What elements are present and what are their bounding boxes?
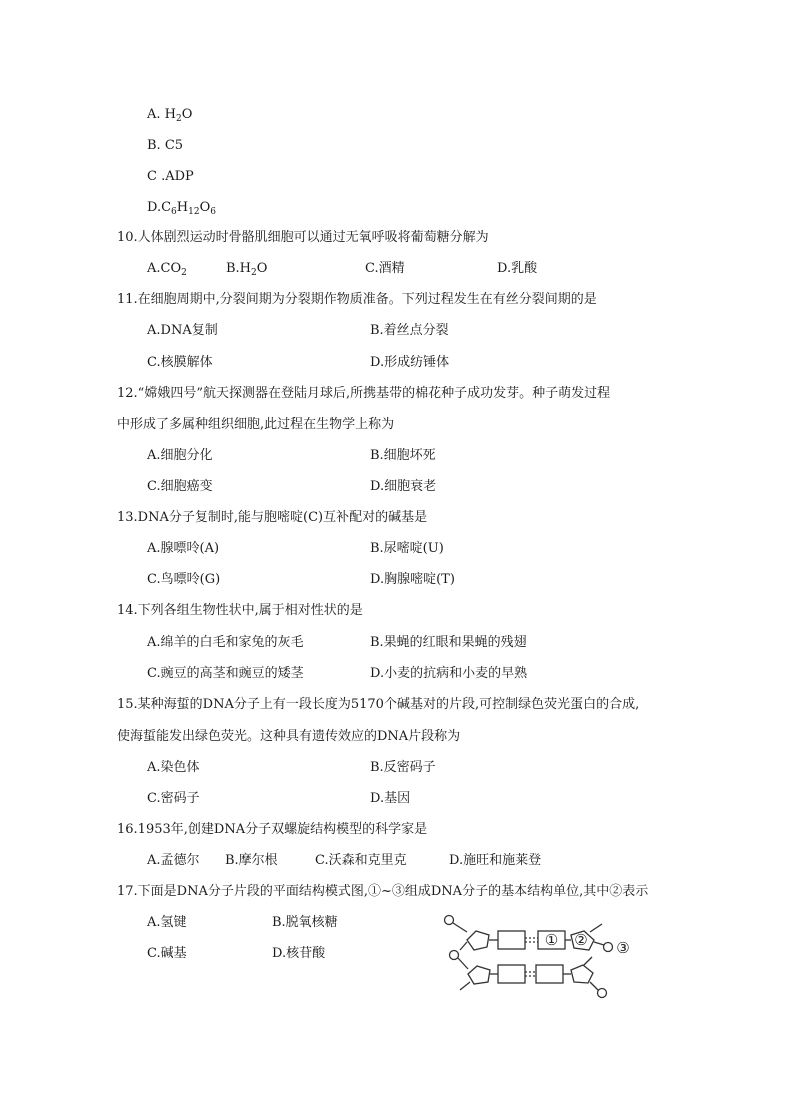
q16-option-c: C.沃森和克里克	[315, 853, 407, 868]
dna-fragment-diagram	[440, 912, 645, 1000]
base-box	[536, 965, 563, 983]
q13-option-b: B.尿嘧啶(U)	[370, 541, 444, 556]
question-15-stem-line1: 15.某种海蜇的DNA分子上有一段长度为5170个碱基对的片段,可控制绿色荧光蛋白的合成,	[117, 697, 640, 712]
label-3: ③	[616, 939, 630, 957]
q11-option-d: D.形成纺锤体	[370, 355, 450, 370]
phosphate-circle	[598, 989, 607, 998]
q10-option-a: $A.CO_2$	[147, 261, 187, 278]
deoxyribose-pentagon	[571, 965, 593, 983]
question-16-stem: 16.1953年,创建DNA分子双螺旋结构模型的科学家是	[117, 822, 428, 837]
phosphate-circle	[450, 951, 459, 960]
question-15-stem-line2: 使海蜇能发出绿色荧光。这种具有遗传效应的DNA片段称为	[117, 729, 461, 744]
q16-option-b: B.摩尔根	[225, 853, 278, 868]
q14-option-d: D.小麦的抗病和小麦的早熟	[370, 666, 528, 681]
option-c: C .ADP	[147, 169, 194, 184]
q12-option-b: B.细胞坏死	[370, 448, 436, 463]
bond-line	[584, 957, 592, 965]
bond-line	[590, 982, 598, 990]
q11-option-a: A.DNA复制	[147, 323, 218, 338]
bond-line	[594, 942, 604, 945]
question-12-stem-line2: 中形成了多属种组织细胞,此过程在生物学上称为	[117, 417, 395, 432]
q15-option-c: C.密码子	[147, 791, 200, 806]
q11-option-b: B.着丝点分裂	[370, 323, 449, 338]
q10-option-c: C.酒精	[365, 261, 405, 276]
q15-option-d: D.基因	[370, 791, 411, 806]
bond-line	[460, 982, 470, 990]
q16-option-a: A.孟德尔	[147, 853, 200, 868]
q10-option-b: $B.H_2O$	[226, 261, 268, 278]
question-13-stem: 13.DNA分子复制时,能与胞嘧啶(C)互补配对的碱基是	[117, 510, 428, 525]
q13-option-c: C.鸟嘌呤(G)	[147, 572, 221, 587]
bond-line	[590, 924, 602, 932]
question-11-stem: 11.在细胞周期中,分裂间期为分裂期作物质准备。下列过程发生在有丝分裂间期的是	[117, 292, 597, 307]
question-14-stem: 14.下列各组生物性状中,属于相对性状的是	[117, 603, 363, 618]
q16-option-d: D.施旺和施莱登	[449, 853, 542, 868]
deoxyribose-pentagon	[468, 966, 490, 984]
q17-option-b: B.脱氧核糖	[272, 915, 338, 930]
question-12-stem-line1: 12.“嫦娥四号”航天探测器在登陆月球后,所携基带的棉花种子成功发芽。种子萌发过程	[117, 386, 611, 401]
option-b: B. C5	[147, 138, 184, 153]
q17-option-c: C.碱基	[147, 946, 187, 961]
q12-option-d: D.细胞衰老	[370, 479, 437, 494]
q15-option-a: A.染色体	[147, 760, 200, 775]
q11-option-c: C.核膜解体	[147, 355, 213, 370]
bond-line	[458, 958, 468, 969]
q10-option-d: D.乳酸	[497, 261, 538, 276]
label-1: ①	[544, 931, 559, 949]
bond-line	[453, 923, 467, 932]
q14-option-a: A.绵羊的白毛和家兔的灰毛	[147, 635, 304, 650]
base-box	[498, 931, 525, 949]
question-17-stem: 17.下面是DNA分子片段的平面结构模式图,①~③组成DNA分子的基本结构单位,其中②表示	[117, 884, 649, 899]
q14-option-b: B.果蝇的红眼和果蝇的残翅	[370, 635, 527, 650]
option-d: $D.C_6H_{12}O_6$	[147, 200, 216, 217]
phosphate-circle	[445, 916, 454, 925]
q14-option-c: C.豌豆的高茎和豌豆的矮茎	[147, 666, 304, 681]
q17-option-a: A.氢键	[147, 915, 187, 930]
q12-option-c: C.细胞癌变	[147, 479, 213, 494]
base-box	[498, 965, 525, 983]
bottom-strand	[458, 957, 607, 998]
q12-option-a: A.细胞分化	[147, 448, 213, 463]
option-a: A. $H_2O$	[147, 107, 193, 124]
q13-option-d: D.胸腺嘧啶(T)	[370, 572, 455, 587]
question-10-stem: 10.人体剧烈运动时骨骼肌细胞可以通过无氧呼吸将葡萄糖分解为	[117, 230, 489, 245]
q13-option-a: A.腺嘌呤(A)	[147, 541, 220, 556]
label-2: ②	[574, 931, 588, 949]
q15-option-b: B.反密码子	[370, 760, 436, 775]
phosphate-circle	[604, 943, 613, 952]
deoxyribose-pentagon	[467, 931, 489, 950]
q17-option-d: D.核苷酸	[272, 946, 326, 961]
bond-line	[460, 942, 467, 950]
